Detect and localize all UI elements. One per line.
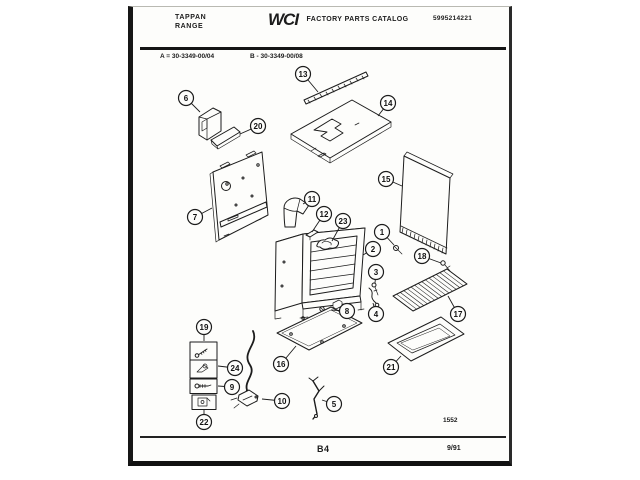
svg-text:22: 22 <box>199 417 209 427</box>
callout-3 <box>369 265 384 284</box>
part-14-main-top-panel <box>291 100 391 163</box>
svg-text:23: 23 <box>338 216 348 226</box>
svg-text:13: 13 <box>298 69 308 79</box>
svg-text:20: 20 <box>253 121 263 131</box>
svg-text:11: 11 <box>307 194 317 204</box>
part-13-support-rail <box>304 72 368 104</box>
callout-2 <box>363 242 381 257</box>
part-3-fastener <box>372 283 378 295</box>
callout-22 <box>197 410 212 430</box>
svg-text:9: 9 <box>229 382 235 392</box>
callout-13 <box>296 67 319 93</box>
callout-7 <box>188 208 213 225</box>
svg-text:2: 2 <box>370 244 376 254</box>
part-7-side-panel-left <box>210 151 268 242</box>
svg-text:18: 18 <box>417 251 427 261</box>
svg-text:10: 10 <box>277 396 287 406</box>
svg-text:17: 17 <box>453 309 463 319</box>
brand-line2: RANGE <box>175 23 204 30</box>
callout-19 <box>197 320 212 342</box>
callout-17 <box>448 296 466 322</box>
revision-date: 9/91 <box>447 445 461 452</box>
page-code: B4 <box>317 444 330 454</box>
callout-12 <box>312 207 332 233</box>
callout-5 <box>322 397 342 412</box>
svg-text:19: 19 <box>199 322 209 332</box>
callout-21 <box>384 356 402 375</box>
svg-text:24: 24 <box>230 363 240 373</box>
hardware-kit-boxes <box>190 342 217 410</box>
part-17-oven-rack <box>393 269 467 311</box>
callout-6 <box>179 91 201 113</box>
svg-text:7: 7 <box>192 212 198 222</box>
svg-text:1: 1 <box>379 227 385 237</box>
model-number-a: A = 30-3349-00/04 <box>160 53 215 60</box>
part-6-hinge-bracket <box>199 108 221 140</box>
part-5-wire-clip <box>309 377 324 419</box>
callout-20 <box>240 119 266 135</box>
svg-text:8: 8 <box>344 306 350 316</box>
brand-line1: TAPPAN <box>175 14 207 21</box>
publication-number: 5995214221 <box>433 15 473 22</box>
svg-text:12: 12 <box>319 209 329 219</box>
part-21-drip-pan <box>388 317 464 361</box>
svg-text:21: 21 <box>386 362 396 372</box>
callout-15 <box>379 172 403 187</box>
svg-text:4: 4 <box>373 309 379 319</box>
part-15-side-panel-right <box>400 152 453 254</box>
figure-number: 1552 <box>443 417 458 424</box>
callout-14 <box>378 96 396 117</box>
wci-logo: WCI <box>268 10 299 29</box>
part-1-screw <box>394 246 403 255</box>
svg-text:16: 16 <box>276 359 286 369</box>
svg-text:3: 3 <box>373 267 379 277</box>
callout-1 <box>375 225 395 246</box>
svg-text:6: 6 <box>183 93 189 103</box>
svg-text:15: 15 <box>381 174 391 184</box>
model-number-b: B - 30-3349-00/08 <box>250 53 303 60</box>
callout-24 <box>218 361 243 376</box>
callout-9 <box>218 380 240 395</box>
svg-text:5: 5 <box>331 399 337 409</box>
catalog-title: FACTORY PARTS CATALOG <box>306 16 409 23</box>
callout-10 <box>262 394 290 409</box>
svg-text:14: 14 <box>383 98 393 108</box>
callout-18 <box>415 249 442 264</box>
callout-16 <box>274 346 297 372</box>
